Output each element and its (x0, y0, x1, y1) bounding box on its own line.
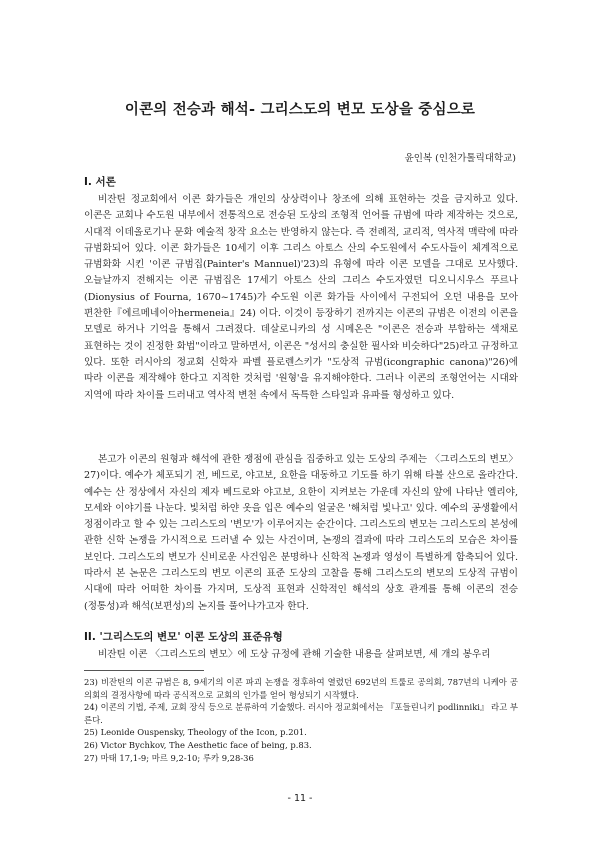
footnotes (84, 676, 518, 764)
section-heading-introduction: I. 서론 (84, 176, 116, 188)
footnote: 27) 마태 17,1-9; 마르 9,2-10; 루카 9,28-36 (84, 752, 254, 763)
footnote: 24) 이콘의 기법, 주제, 교회 장식 등으로 분류하여 기술했다. 러시아 정교회에서는 『포들린니키 podlinniki』 라고 부른다. (84, 702, 518, 725)
author-affiliation: 윤인복 (인천가톨릭대학교) (404, 153, 516, 164)
section-heading-standard-types: II. '그리스도의 변모' 이콘 도상의 표준유형 (84, 631, 283, 643)
body-paragraph: 본고가 이콘의 원형과 해석에 관한 쟁점에 관심을 집중하고 있는 도상의 주제는 〈그리스도의 변모〉27)이다. 예수가 체포되기 전, 베드로, 야고보, 요한을 대동하고 기도를 하기 위해 타볼 산으로 올라간다. 예수는 산 정상에서 자신의 제자 베드로와 야고보, 요한이 지켜보는 가운데 자신의 앞에 나타난 엘리야, 모세와 이야기를 나눈다. 빛처럼 하얀 옷을 입은 예수의 얼굴은 '해처럼 빛나고' 있다. 예수의 공생활에서 정점이라고 할 수 있는 그리스도의 '변모'가 이루어지는 순간이다. 그리스도의 변모는 그리스도의 본성에 관한 신학 논쟁을 가시적으로 드러낼 수 있는 사건이며, 논쟁의 결과에 따라 그리스도의 모습은 차이를 보인다. 그리스도의 변모가 신비로운 사건임은 분명하나 신학적 논쟁과 영성이 특별하게 함축되어 있다. 따라서 본 논문은 그리스도의 변모 이콘의 표준 도상의 고찰을 통해 그리스도의 변모의 도상적 규범이 시대에 따라 어떠한 차이를 가지며, 도상적 표현과 신학적인 해석의 상호 관계를 통해 이콘의 전승(정통성)과 해석(보편성)의 논지를 풀어나가고자 한다. (84, 454, 518, 612)
footnote: 26) Victor Bychkov, The Aesthetic face of being, p.83. (84, 739, 312, 750)
footnote: 23) 비잔틴의 이콘 규범은 8, 9세기의 이콘 파괴 논쟁을 정후하여 열렸던 692년의 트룰로 공의회, 787년의 니케아 공의회의 결정사항에 따라 공식적으로 교회의 인가를 얻어 형성되기 시작했다. (84, 677, 518, 700)
body-paragraph: 비잔틴 정교회에서 이콘 화가들은 개인의 상상력이나 창조에 의해 표현하는 것을 금지하고 있다. 이콘은 교회나 수도원 내부에서 전통적으로 전승된 도상의 조형적 언어를 규범에 따라 제작하는 것으로, 시대적 이데올로기나 문화 예술적 창작 요소는 반영하지 않는다. 즉 전례적, 교리적, 역사적 맥락에 따라 규범화되어 있다. 이콘 화가들은 10세기 이후 그리스 아토스 산의 수도원에서 수도사들이 체계적으로 규범화화 시킨 '이콘 규범집(Painter's Mannuel)'23)의 유형에 따라 이콘 모델을 그대로 모사했다. 오늘날까지 전해지는 이콘 규범집은 17세기 아토스 산의 그리스 수도자였던 디오니시우스 푸르나(Dionysius of Fourna, 1670~1745)가 수도원 이콘 화가들 사이에서 구전되어 오던 내용을 모아 편찬한『에르메네이아hermeneia』24) 이다. 이것이 등장하기 전까지는 이콘의 규범은 이전의 이콘을 모델로 하거나 기억을 통해서 그려졌다. 데살로니카의 성 시메온은 "이콘은 전승과 부합하는 색채로 표현하는 것이 진정한 화법"이라고 말하면서, 이콘은 "성서의 충실한 필사와 비슷하다"25)라고 규정하고 있다. 또한 러시아의 정교회 신학자 파벨 플로렌스키가 "도상적 규범(icongraphic canona)"26)에 따라 이콘을 제작해야 한다고 지적한 것처럼 '원형'을 유지해야한다. 그러나 이콘의 조형언어는 시대와 지역에 따라 차이를 드러내고 역사적 변천 속에서 독특한 스타일과 유파를 형성하고 있다. (84, 194, 518, 401)
page-number: - 11 - (287, 793, 313, 804)
footnote-divider (84, 670, 204, 671)
body-paragraph: 비잔틴 이콘 〈그리스도의 변모〉에 도상 규정에 관해 기술한 내용을 살펴보면, 세 개의 봉우리 (98, 649, 491, 660)
paper-title: 이콘의 전승과 해석- 그리스도의 변모 도상을 중심으로 (124, 102, 476, 118)
footnote: 25) Leonide Ouspensky, Theology of the Icon, p.201. (84, 727, 307, 738)
